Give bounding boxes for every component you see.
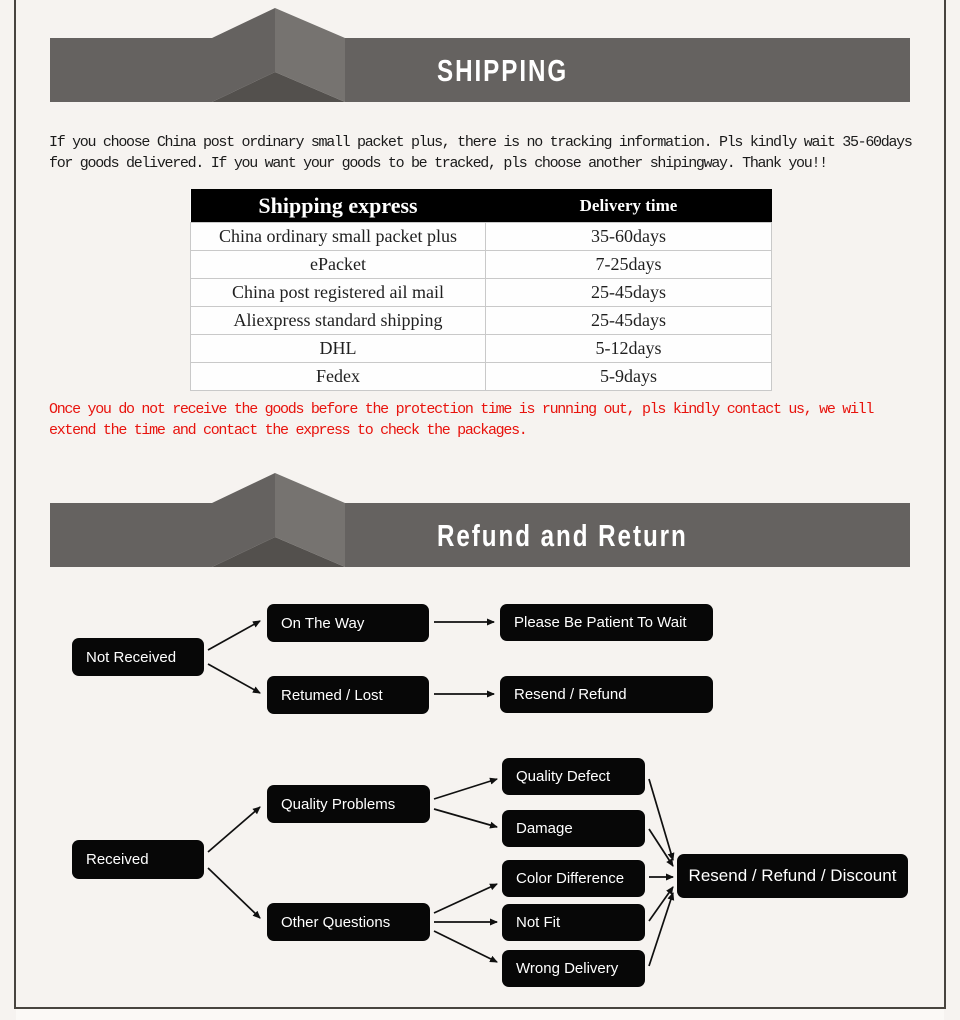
flow-box-damage: Damage bbox=[502, 810, 645, 847]
column-header-delivery-time: Delivery time bbox=[486, 189, 772, 223]
shipping-banner-title: SHIPPING bbox=[437, 53, 569, 88]
flow-box-final-outcome: Resend / Refund / Discount bbox=[677, 854, 908, 898]
flow-box-wrong-delivery: Wrong Delivery bbox=[502, 950, 645, 987]
shipping-note-line1: If you choose China post ordinary small packet plus, there is no tracking information. Pls kindly wait 35-60days bbox=[49, 134, 912, 151]
flow-box-color-difference: Color Difference bbox=[502, 860, 645, 897]
express-cell: China ordinary small packet plus bbox=[191, 223, 486, 251]
flow-box-quality-defect: Quality Defect bbox=[502, 758, 645, 795]
protection-time-warning bbox=[49, 399, 873, 441]
flow-box-not-received: Not Received bbox=[72, 638, 204, 676]
table-row bbox=[191, 307, 772, 335]
delivery-cell: 5-12days bbox=[486, 335, 772, 363]
express-cell: DHL bbox=[191, 335, 486, 363]
delivery-cell: 7-25days bbox=[486, 251, 772, 279]
express-cell: China post registered ail mail bbox=[191, 279, 486, 307]
flow-box-on-the-way: On The Way bbox=[267, 604, 429, 642]
delivery-cell: 35-60days bbox=[486, 223, 772, 251]
table-row bbox=[191, 223, 772, 251]
shipping-express-table bbox=[190, 189, 772, 391]
flow-box-please-wait: Please Be Patient To Wait bbox=[500, 604, 713, 641]
delivery-cell: 5-9days bbox=[486, 363, 772, 391]
warning-line1: Once you do not receive the goods before the protection time is running out, pls kindly contact us, we will bbox=[49, 401, 874, 418]
shipping-note-line2: for goods delivered. If you want your goods to be tracked, pls choose another shipingway. Thank you!! bbox=[49, 155, 827, 172]
refund-banner-title: Refund and Return bbox=[437, 518, 688, 553]
flow-box-not-fit: Not Fit bbox=[502, 904, 645, 941]
express-cell: Aliexpress standard shipping bbox=[191, 307, 486, 335]
shipping-note bbox=[49, 132, 912, 174]
express-cell: Fedex bbox=[191, 363, 486, 391]
flow-box-received: Received bbox=[72, 840, 204, 879]
flow-box-quality-problems: Quality Problems bbox=[267, 785, 430, 823]
table-header-row bbox=[191, 189, 772, 223]
warning-line2: extend the time and contact the express to check the packages. bbox=[49, 422, 527, 439]
page-margin-bottom bbox=[16, 1009, 944, 1020]
flow-box-returned-lost: Retumed / Lost bbox=[267, 676, 429, 714]
table-row bbox=[191, 363, 772, 391]
flow-box-other-questions: Other Questions bbox=[267, 903, 430, 941]
flow-box-resend-refund: Resend / Refund bbox=[500, 676, 713, 713]
table-row bbox=[191, 279, 772, 307]
table-row bbox=[191, 335, 772, 363]
column-header-shipping-express: Shipping express bbox=[191, 189, 486, 223]
express-cell: ePacket bbox=[191, 251, 486, 279]
delivery-cell: 25-45days bbox=[486, 279, 772, 307]
table-row bbox=[191, 251, 772, 279]
delivery-cell: 25-45days bbox=[486, 307, 772, 335]
